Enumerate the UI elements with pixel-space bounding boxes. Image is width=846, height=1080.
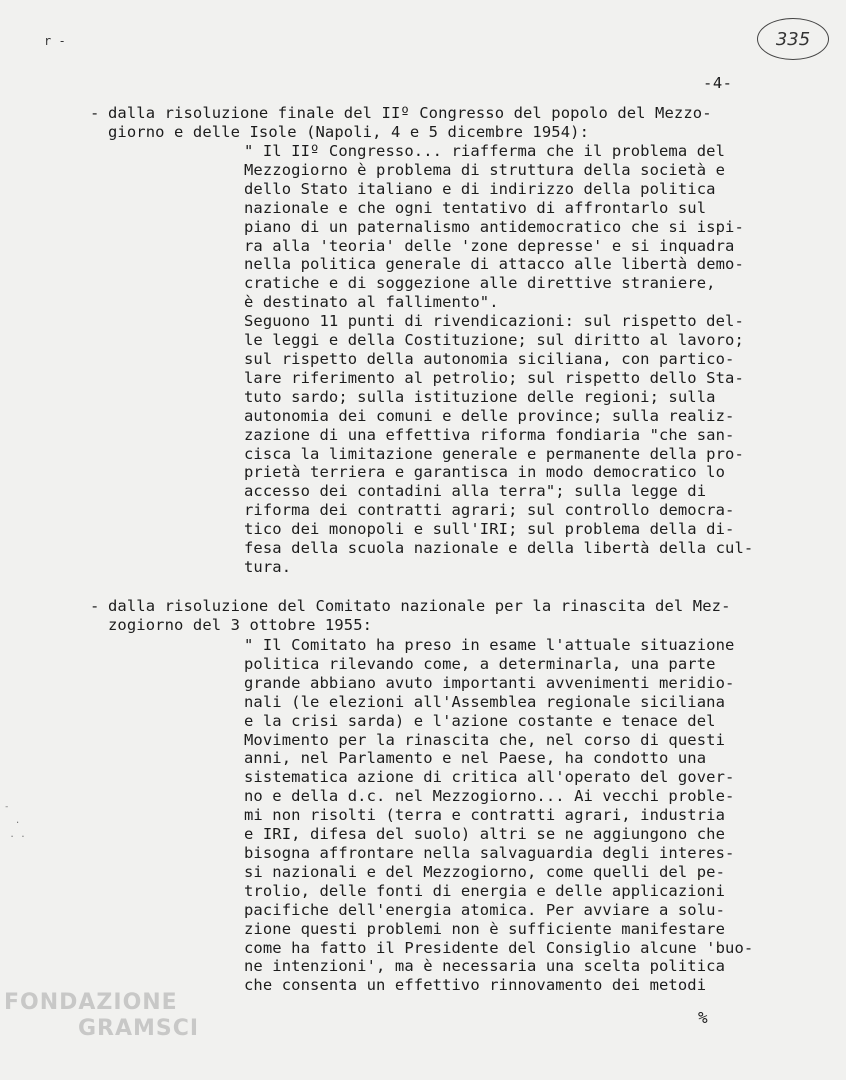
text-line: cratiche e di soggezione alle direttive straniere, (244, 274, 716, 293)
margin-specks: - . . . (4, 802, 26, 840)
text-line: dello Stato italiano e di indirizzo della politica (244, 179, 716, 198)
section-2-quote (244, 636, 753, 995)
text-line: dalla risoluzione finale del IIº Congresso del popolo del Mezzo- (108, 104, 712, 122)
text-line: bisogna affrontare nella salvaguardia degli interes- (244, 843, 735, 862)
text-line: si nazionali e del Mezzogiorno, come quelli del pe- (244, 862, 726, 881)
text-line: sistematica azione di critica all'operato del gover- (244, 768, 735, 787)
text-line: giorno e delle Isole (Napoli, 4 e 5 dicembre 1954): (108, 122, 590, 141)
text-line: tico dei monopoli e sull'IRI; sul problema della di- (244, 520, 735, 539)
text-line: no e della d.c. nel Mezzogiorno... Ai vecchi proble- (244, 787, 735, 806)
text-line: tuto sardo; sulla istituzione delle regioni; sulla (244, 387, 716, 406)
text-line: riforma dei contratti agrari; sul controllo democra- (244, 501, 735, 520)
text-line: prietà terriera e garantisca in modo democratico lo (244, 463, 726, 482)
text-line: accesso dei contadini alla terra"; sulla legge di (244, 482, 707, 501)
text-line: zazione di una effettiva riforma fondiaria "che san- (244, 425, 735, 444)
bullet-section-2: - (90, 597, 100, 615)
text-line: anni, nel Parlamento e nel Paese, ha condotto una (244, 749, 707, 768)
text-line: sul rispetto della autonomia siciliana, con partico- (244, 349, 735, 368)
text-line: " Il Comitato ha preso in esame l'attuale situazione (244, 636, 735, 654)
text-line: ne intenzioni', ma è necessaria una scelta politica (244, 957, 726, 976)
section-1-intro (108, 104, 712, 142)
text-line: trolio, delle fonti di energia e delle applicazioni (244, 881, 726, 900)
text-line: grande abbiano avuto importanti avvenimenti meridio- (244, 673, 735, 692)
text-line: nella politica generale di attacco alle libertà demo- (244, 255, 744, 274)
text-line: mi non risolti (terra e contratti agrari, industria (244, 806, 726, 825)
text-line: Movimento per la rinascita che, nel corso di questi (244, 730, 726, 749)
text-line: Mezzogiorno è problema di struttura della società e (244, 160, 726, 179)
text-line: e IRI, difesa del suolo) altri se ne aggiungono che (244, 825, 726, 844)
watermark-line-2: GRAMSCI (78, 1016, 200, 1041)
corner-mark: r - (44, 34, 66, 48)
page-number: -4- (703, 74, 733, 92)
watermark-line-1: FONDAZIONE (4, 990, 178, 1015)
section-1-quote (244, 142, 753, 577)
text-line: dalla risoluzione del Comitato nazionale per la rinascita del Mez- (108, 597, 731, 615)
text-line: politica rilevando come, a determinarla, una parte (244, 654, 716, 673)
text-line: fesa della scuola nazionale e della libertà della cul- (244, 539, 754, 558)
text-line: lare riferimento al petrolio; sul rispetto dello Sta- (244, 368, 744, 387)
section-2-intro (108, 597, 731, 635)
archive-number-stamp: 335 (757, 18, 829, 60)
text-line: zogiorno del 3 ottobre 1955: (108, 615, 373, 634)
text-line: e la crisi sarda) e l'azione costante e tenace del (244, 711, 716, 730)
text-line: ra alla 'teoria' delle 'zone depresse' e si inquadra (244, 236, 735, 255)
text-line: pacifiche dell'energia atomica. Per avviare a solu- (244, 900, 726, 919)
handwritten-footer-mark: % (698, 1008, 708, 1027)
bullet-section-1: - (90, 104, 100, 122)
text-line: autonomia dei comuni e delle province; sulla realiz- (244, 406, 735, 425)
text-line: piano di un paternalismo antidemocratico che si ispi- (244, 217, 744, 236)
text-line: le leggi e della Costituzione; sul diritto al lavoro; (244, 331, 744, 350)
text-line: nali (le elezioni all'Assemblea regionale siciliana (244, 692, 726, 711)
text-line: nazionale e che ogni tentativo di affrontarlo sul (244, 198, 707, 217)
text-line: che consenta un effettivo rinnovamento dei metodi (244, 976, 707, 995)
text-line: è destinato al fallimento". (244, 293, 499, 312)
text-line: " Il IIº Congresso... riafferma che il problema del (244, 142, 726, 160)
text-line: Seguono 11 punti di rivendicazioni: sul rispetto del- (244, 312, 744, 331)
text-line: tura. (244, 557, 292, 576)
text-line: come ha fatto il Presidente del Consiglio alcune 'buo- (244, 938, 754, 957)
text-line: zione questi problemi non è sufficiente manifestare (244, 919, 726, 938)
archive-watermark (4, 990, 199, 1042)
text-line: cisca la limitazione generale e permanente della pro- (244, 444, 744, 463)
